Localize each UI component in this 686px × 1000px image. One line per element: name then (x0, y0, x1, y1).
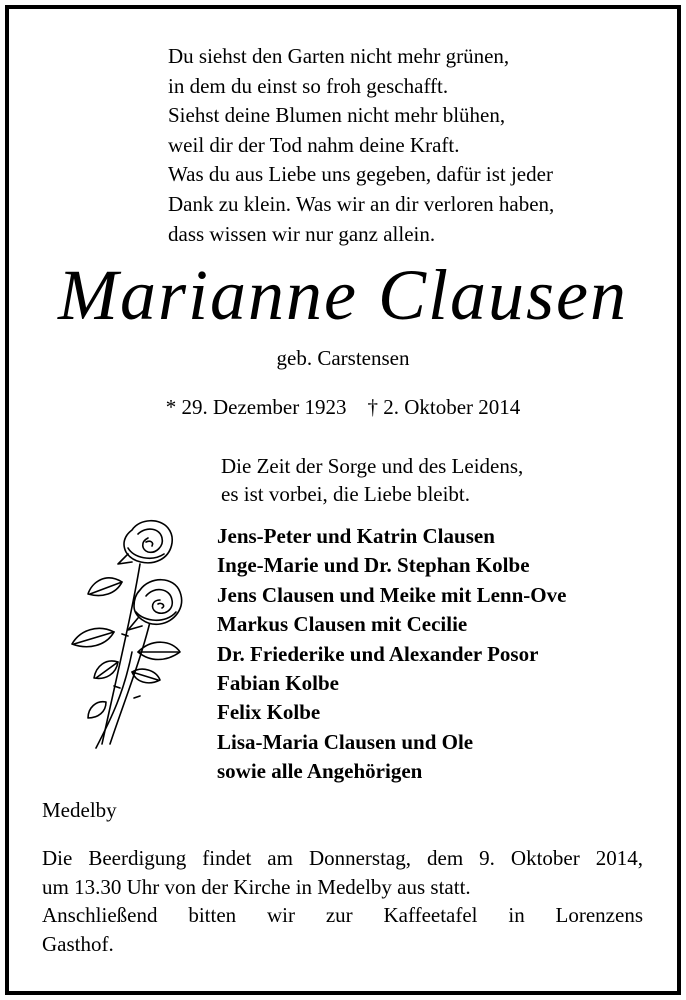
poem-line: in dem du einst so froh geschafft. (168, 73, 449, 98)
poem (168, 42, 554, 249)
notice-line: Anschließend bitten wir zur Kaffeetafel in Lorenzens (42, 903, 643, 927)
poem-line: weil dir der Tod nahm deine Kraft. (168, 132, 460, 157)
funeral-notice (42, 844, 643, 958)
mourner-entry: Jens-Peter und Katrin Clausen (217, 524, 495, 548)
birth-name: geb. Carstensen (276, 346, 410, 370)
verse-line: Die Zeit der Sorge und des Leidens, (221, 454, 524, 478)
notice-line: Die Beerdigung findet am Donnerstag, dem 9. Oktober 2014, (42, 846, 643, 870)
poem-line: Dank zu klein. Was wir an dir verloren haben, (168, 191, 555, 216)
mourner-entry: sowie alle Angehörigen (217, 759, 423, 784)
life-dates: * 29. Dezember 1923 † 2. Oktober 2014 (165, 395, 521, 419)
poem-line: Was du aus Liebe uns gegeben, dafür ist jeder (168, 162, 553, 187)
notice-line: um 13.30 Uhr von der Kirche in Medelby aus statt. (42, 874, 471, 899)
mourner-entry: Felix Kolbe (217, 700, 321, 725)
notice-line: Gasthof. (42, 931, 114, 956)
rose-icon (62, 512, 192, 752)
mourner-entry: Fabian Kolbe (217, 670, 339, 695)
deceased-name: Marianne Clausen (58, 255, 628, 335)
mourner-entry: Lisa-Maria Clausen und Ole (217, 729, 474, 754)
mourner-entry: Inge-Marie und Dr. Stephan Kolbe (217, 553, 530, 578)
mourner-entry: Markus Clausen mit Cecilie (217, 612, 468, 637)
poem-line: dass wissen wir nur ganz allein. (168, 221, 436, 246)
mourners-list (217, 522, 566, 787)
poem-line: Siehst deine Blumen nicht mehr blühen, (168, 103, 506, 128)
poem-line: Du siehst den Garten nicht mehr grünen, (168, 44, 510, 68)
verse-line: es ist vorbei, die Liebe bleibt. (221, 482, 471, 506)
mourner-entry: Dr. Friederike und Alexander Posor (217, 641, 539, 666)
verse (221, 452, 523, 508)
mourner-entry: Jens Clausen und Meike mit Lenn-Ove (217, 582, 567, 607)
place-name: Medelby (42, 798, 117, 822)
